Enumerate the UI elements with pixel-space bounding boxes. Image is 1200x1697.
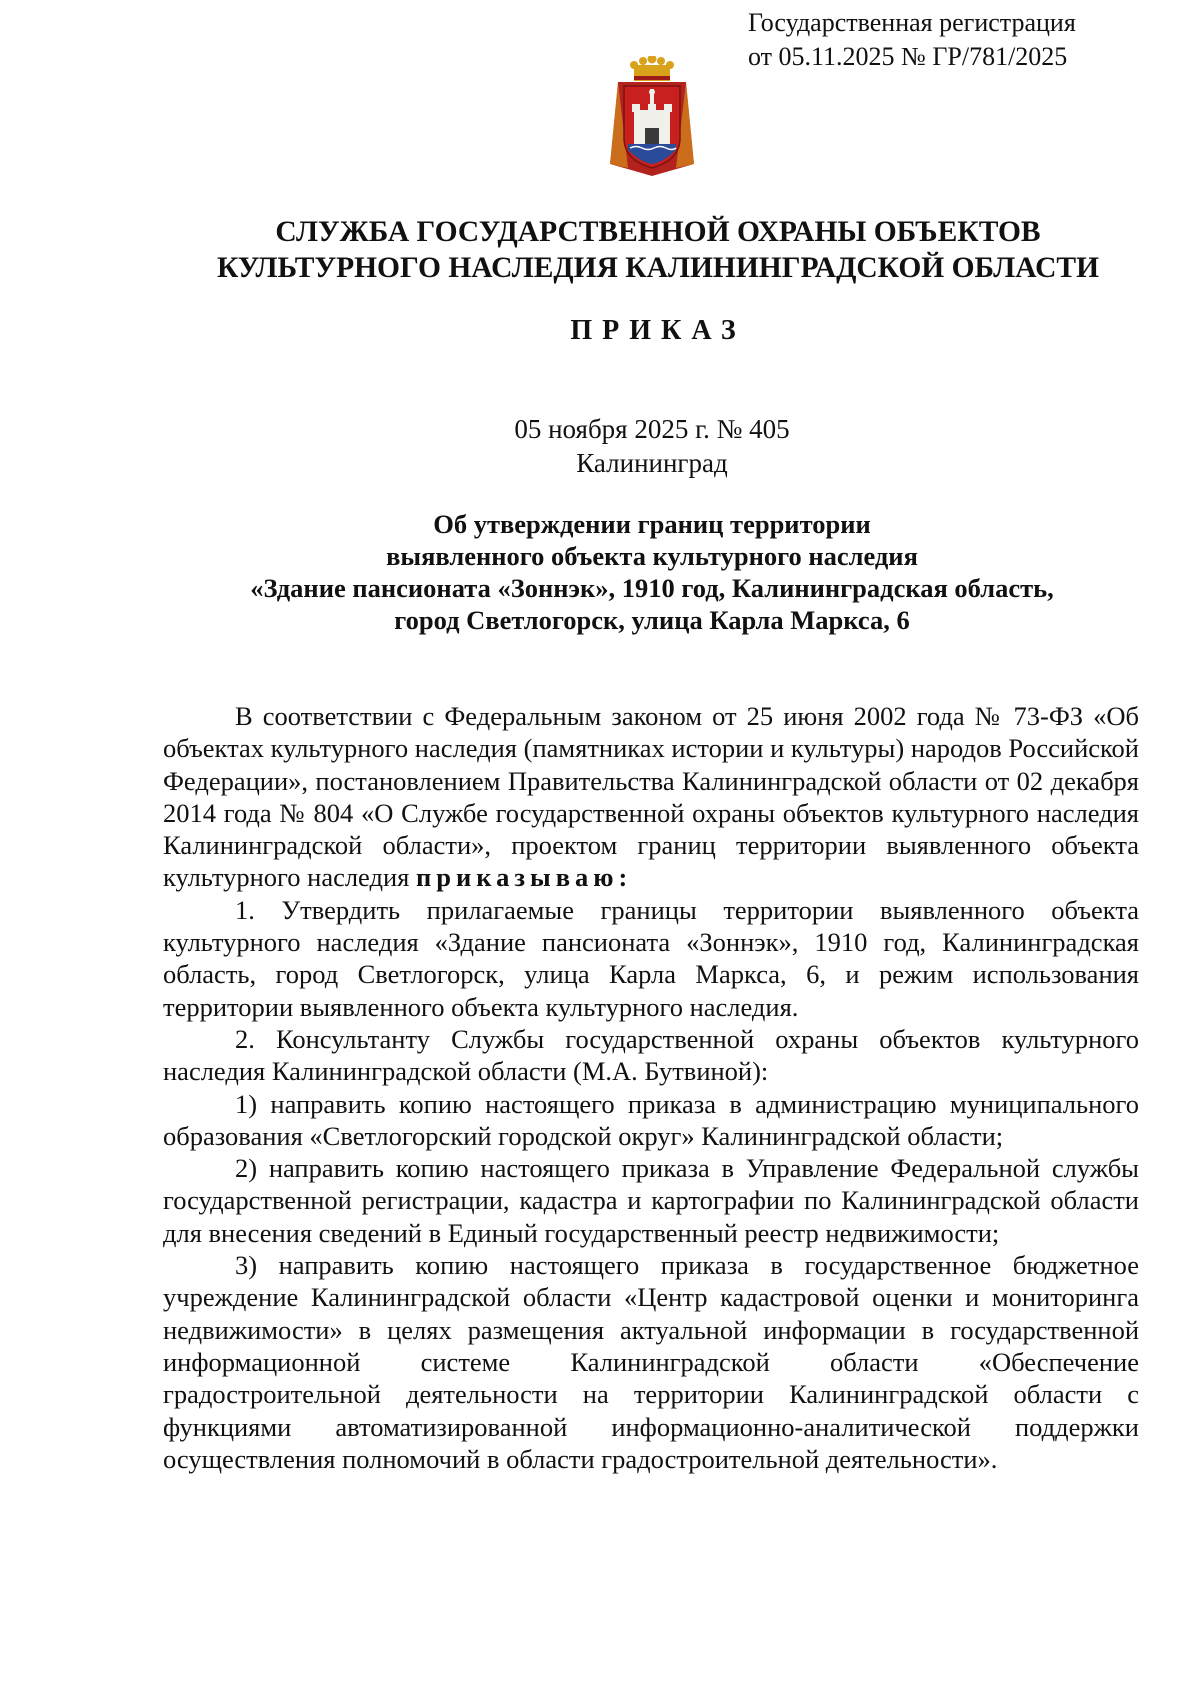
preamble-paragraph [163,700,1139,894]
coat-of-arms-icon [604,56,700,178]
order-date-number: 05 ноября 2025 г. № 405 [514,414,790,444]
document-type: ПРИКАЗ [570,315,746,346]
order-verb: приказываю: [415,862,633,893]
agency-line-2: КУЛЬТУРНОГО НАСЛЕДИЯ КАЛИНИНГРАДСКОЙ ОБЛАСТИ [216,252,1100,284]
registration-line-1: Государственная регистрация [748,8,1076,37]
agency-name [0,214,1200,286]
order-subject [0,508,1200,636]
item-2: 2. Консультанту Службы государственной охраны объектов культурного наследия Калининградской области (М.А. Бутвиной): [163,1023,1139,1087]
dateline [0,412,1200,480]
subject-line-1: Об утверждении границ территории [433,509,871,539]
subject-line-2: выявленного объекта культурного наследия [386,541,918,571]
item-1: 1. Утвердить прилагаемые границы территории выявленного объекта культурного наследия «Здание пансионата «Зоннэк», 1910 год, Калининградская область, город Светлогорск, улица Карла Маркса, 6, и режим использования территории выявленного объекта культурного наследия. [163,894,1139,1022]
subject-line-4: город Светлогорск, улица Карла Маркса, 6 [394,605,910,635]
order-body [163,700,1139,1475]
registration-stamp [748,6,1076,74]
preamble-text: В соответствии с Федеральным законом от 25 июня 2002 года № 73-ФЗ «Об объектах культурного наследия (памятниках истории и культуры) народов Российской Федерации», постановлением Правительства Калининградской области от 02 декабря 2014 года № 804 «О Службе государственной охраны объектов культурного наследия Калининградской области», проектом границ территории выявленного объекта культурного наследия [163,701,1139,893]
subject-line-3: «Здание пансионата «Зоннэк», 1910 год, Калининградская область, [250,573,1054,603]
agency-line-1: СЛУЖБА ГОСУДАРСТВЕННОЙ ОХРАНЫ ОБЪЕКТОВ [275,216,1041,248]
subitem-2: 2) направить копию настоящего приказа в Управление Федеральной службы государственной регистрации, кадастра и картографии по Калининградской области для внесения сведений в Единый государственный реестр недвижимости; [163,1153,1139,1248]
order-city: Калининград [576,448,728,478]
subitem-1: 1) направить копию настоящего приказа в администрацию муниципального образования «Светлогорский городской округ» Калининградской области; [163,1088,1139,1151]
subitem-3: 3) направить копию настоящего приказа в государственное бюджетное учреждение Калининградской области «Центр кадастровой оценки и мониторинга недвижимости» в целях размещения актуальной информации в государственной информационной системе Калининградской области «Обеспечение градостроительной деятельности на территории Калининградской области с функциями автоматизированной информационно-аналитической поддержки осуществления полномочий в области градостроительной деятельности». [163,1250,1139,1474]
registration-line-2: от 05.11.2025 № ГР/781/2025 [748,42,1068,71]
